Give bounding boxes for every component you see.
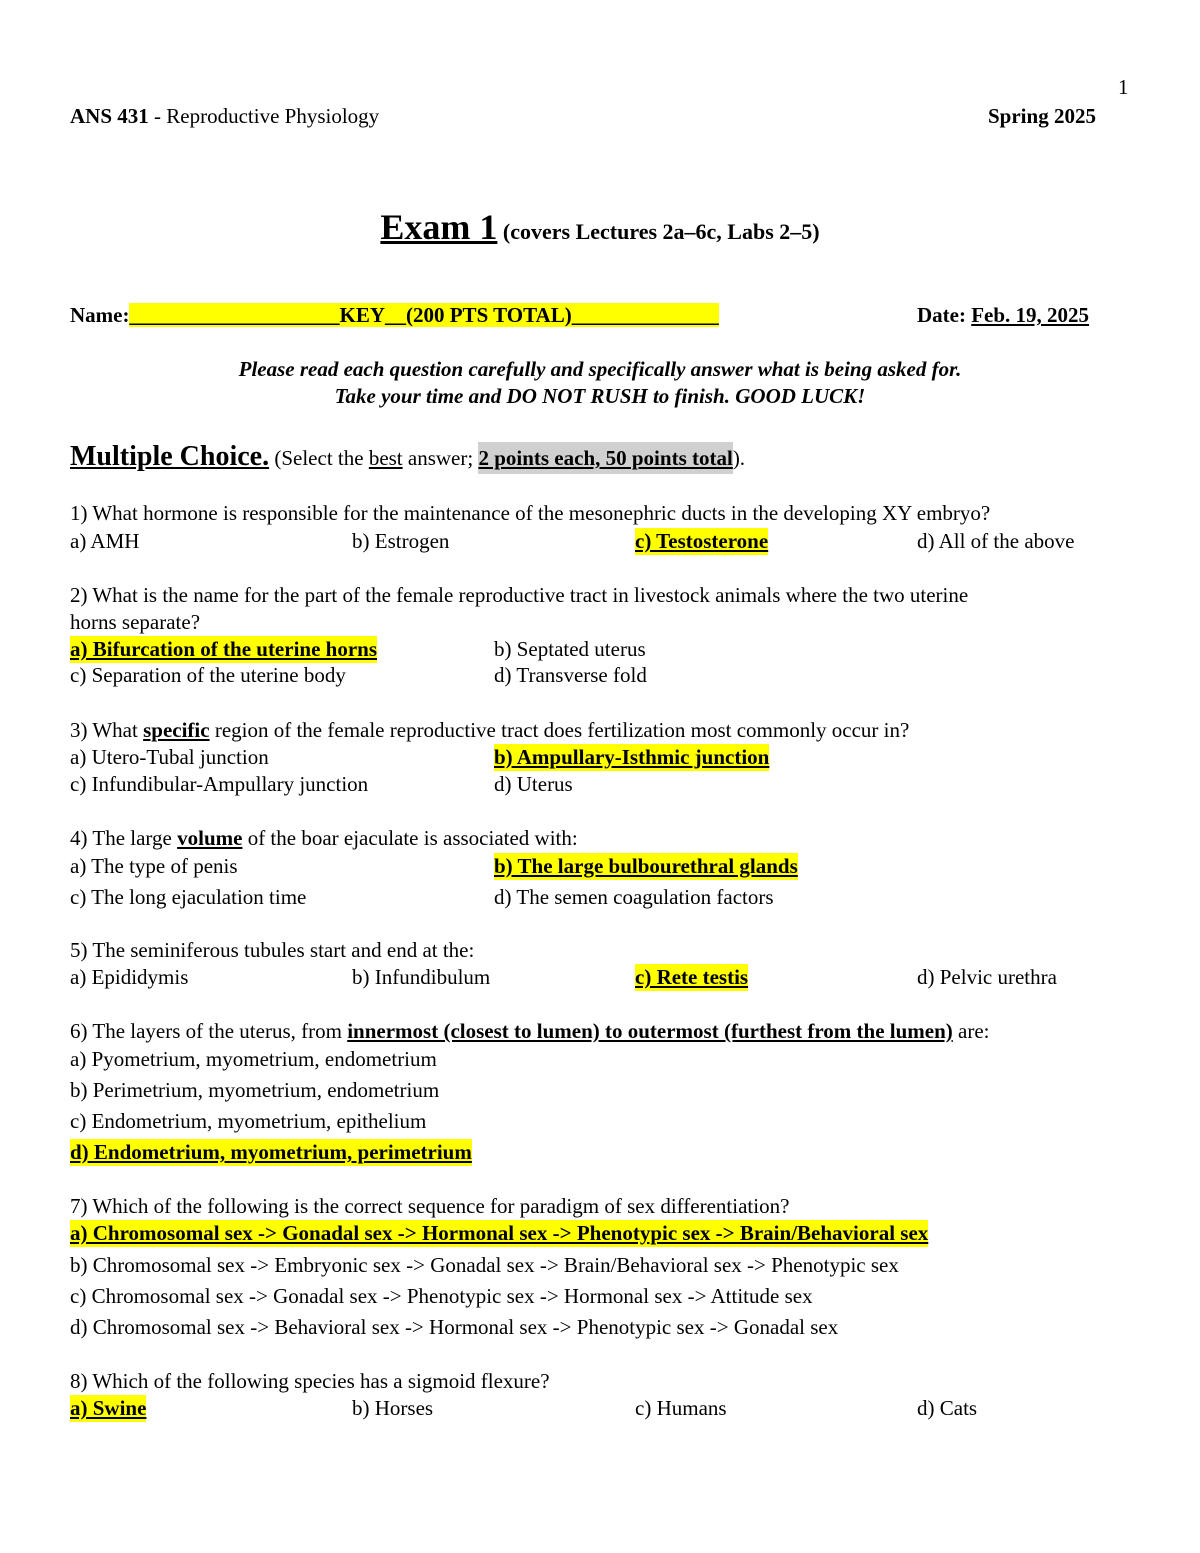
course-code: ANS 431 — [70, 104, 149, 128]
q3-text-pre: 3) What — [70, 718, 144, 742]
q2-option-b: b) Septated uterus — [494, 637, 646, 661]
q7-option-a-answer: a) Chromosomal sex -> Gonadal sex -> Hormonal sex -> Phenotypic sex -> Brain/Behavioral sex — [70, 1221, 929, 1245]
q4-text-emphasis: volume — [177, 826, 243, 850]
q8-option-b: b) Horses — [352, 1396, 434, 1420]
q6-text-post: are: — [952, 1019, 990, 1043]
section-note-a: (Select the — [269, 446, 369, 470]
q7-option-c: c) Chromosomal sex -> Gonadal sex -> Phenotypic sex -> Hormonal sex -> Attitude sex — [70, 1284, 813, 1308]
question-7-text: 7) Which of the following is the correct sequence for paradigm of sex differentiation? — [70, 1194, 790, 1218]
name-value: ____________________KEY__(200 PTS TOTAL)______________ — [129, 303, 719, 327]
q5-option-d: d) Pelvic urethra — [917, 965, 1057, 989]
q2-option-a-answer: a) Bifurcation of the uterine horns — [70, 637, 378, 661]
page-number: 1 — [1118, 75, 1129, 99]
q3-text-emphasis: specific — [143, 718, 210, 742]
exam-title-sub: (covers Lectures 2a–6c, Labs 2–5) — [497, 219, 820, 244]
q8-option-c: c) Humans — [635, 1396, 727, 1420]
term: Spring 2025 — [988, 104, 1096, 128]
q6-text-emphasis: innermost (closest to lumen) to outermost (furthest from the lumen) — [347, 1019, 953, 1043]
q1-option-c-answer: c) Testosterone — [635, 529, 769, 553]
q6-option-b: b) Perimetrium, myometrium, endometrium — [70, 1078, 440, 1102]
section-note-points: 2 points each, 50 points total — [478, 442, 732, 474]
date-line — [917, 302, 1089, 329]
q4-text-post: of the boar ejaculate is associated with: — [242, 826, 578, 850]
q5-option-a: a) Epididymis — [70, 965, 189, 989]
q6-option-a: a) Pyometrium, myometrium, endometrium — [70, 1047, 437, 1071]
q3-option-d: d) Uterus — [494, 772, 573, 796]
exam-title — [0, 205, 1200, 254]
name-line — [70, 302, 719, 329]
q3-option-a: a) Utero-Tubal junction — [70, 745, 269, 769]
question-8-text: 8) Which of the following species has a sigmoid flexure? — [70, 1369, 550, 1393]
exam-title-main: Exam 1 — [380, 207, 498, 247]
q6-option-c: c) Endometrium, myometrium, epithelium — [70, 1109, 427, 1133]
question-1-text: 1) What hormone is responsible for the maintenance of the mesonephric ducts in the developing XY embryo? — [70, 501, 991, 525]
q1-option-b: b) Estrogen — [352, 529, 450, 553]
q8-option-a-answer: a) Swine — [70, 1396, 147, 1420]
q5-option-b: b) Infundibulum — [352, 965, 491, 989]
question-4-text — [70, 825, 578, 852]
section-note-b: answer; — [402, 446, 479, 470]
instruction-line-1: Please read each question carefully and specifically answer what is being asked for. — [238, 357, 962, 381]
q5-option-c-answer: c) Rete testis — [635, 965, 749, 989]
q6-option-d-answer: d) Endometrium, myometrium, perimetrium — [70, 1140, 472, 1164]
question-2-text-1: 2) What is the name for the part of the female reproductive tract in livestock animals where the two uterine — [70, 583, 969, 607]
q1-option-d: d) All of the above — [917, 529, 1075, 553]
q4-option-b-answer: b) The large bulbourethral glands — [494, 854, 798, 878]
question-6-text — [70, 1018, 990, 1045]
q2-option-c: c) Separation of the uterine body — [70, 663, 346, 687]
q6-text-pre: 6) The layers of the uterus, from — [70, 1019, 348, 1043]
section-note-best: best — [368, 446, 403, 470]
question-2-text-2: horns separate? — [70, 610, 201, 634]
course-title: - Reproductive Physiology — [148, 104, 380, 128]
q4-option-c: c) The long ejaculation time — [70, 885, 307, 909]
question-5-text: 5) The seminiferous tubules start and end at the: — [70, 938, 475, 962]
section-title: Multiple Choice. — [70, 441, 270, 472]
course-header — [70, 103, 379, 130]
q8-option-d: d) Cats — [917, 1396, 978, 1420]
q7-option-d: d) Chromosomal sex -> Behavioral sex -> Hormonal sex -> Phenotypic sex -> Gonadal sex — [70, 1315, 839, 1339]
q7-option-b: b) Chromosomal sex -> Embryonic sex -> Gonadal sex -> Brain/Behavioral sex -> Phenotypic sex — [70, 1253, 899, 1277]
section-header — [70, 440, 745, 475]
q4-option-d: d) The semen coagulation factors — [494, 885, 774, 909]
q4-text-pre: 4) The large — [70, 826, 178, 850]
q4-option-a: a) The type of penis — [70, 854, 238, 878]
q3-option-b-answer: b) Ampullary-Isthmic junction — [494, 745, 770, 769]
name-label: Name: — [70, 303, 130, 327]
q1-option-a: a) AMH — [70, 529, 140, 553]
section-note-c: ). — [732, 446, 746, 470]
date-value: Feb. 19, 2025 — [971, 303, 1090, 327]
date-label: Date: — [917, 303, 972, 327]
q3-option-c: c) Infundibular-Ampullary junction — [70, 772, 369, 796]
instruction-line-2: Take your time and DO NOT RUSH to finish. GOOD LUCK! — [334, 384, 866, 408]
q3-text-post: region of the female reproductive tract does fertilization most commonly occur in? — [209, 718, 910, 742]
question-3-text — [70, 717, 909, 744]
q2-option-d: d) Transverse fold — [494, 663, 647, 687]
